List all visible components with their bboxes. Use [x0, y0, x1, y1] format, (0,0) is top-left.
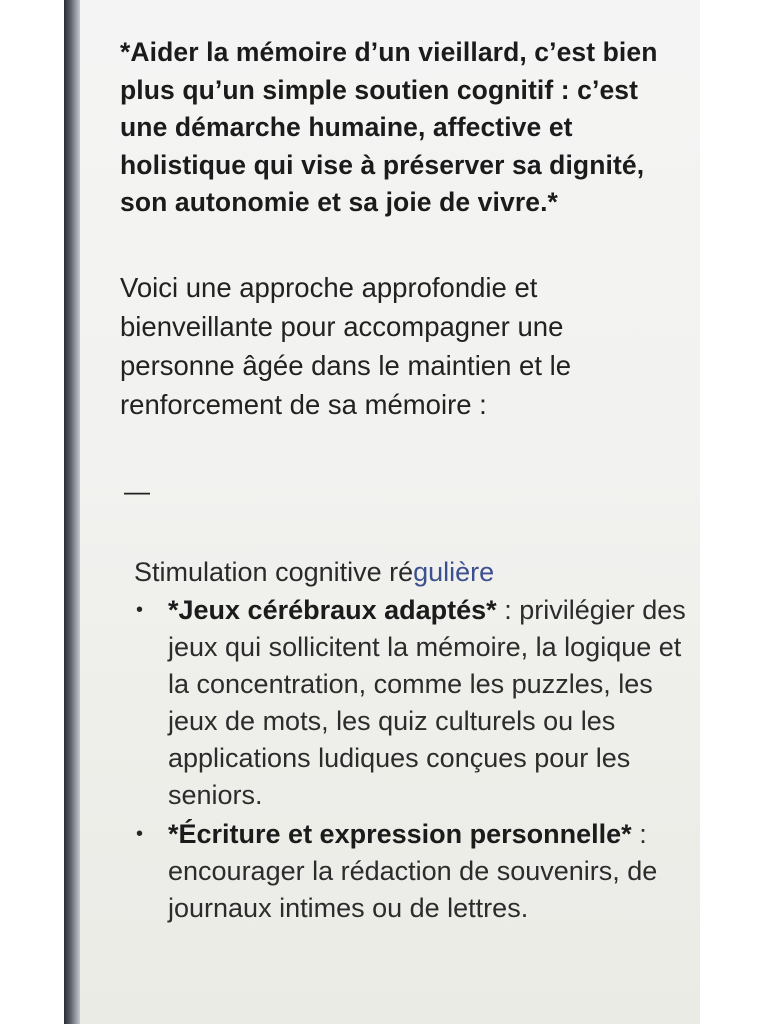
bullet-text: : encourager la rédaction de souvenirs, de journaux intimes ou de lettres. — [168, 818, 658, 923]
list-item — [120, 816, 698, 927]
bullet-text: : privilégier des jeux qui sollicitent la mémoire, la logique et la concentration, comme les puzzles, les jeux de mots, les quiz culturels ou les applications ludiques conçues pour les seniors. — [168, 594, 686, 810]
bullet-title: *Jeux cérébraux adaptés* — [168, 594, 497, 625]
approach-paragraph: Voici une approche approfondie et bienveillante pour accompagner une personne âgée dans le maintien et le renforcement de sa mémoire : — [120, 271, 572, 420]
page-margin — [700, 0, 768, 1024]
section-heading-text: Stimulation cognitive ré — [134, 556, 414, 587]
bullet-marker: • — [136, 822, 144, 845]
section-heading — [134, 554, 700, 590]
bullet-list — [120, 592, 700, 927]
page-edge-shadow — [64, 0, 80, 1024]
bullet-marker: • — [136, 598, 144, 621]
list-item — [120, 592, 698, 814]
separator-dash: — — [124, 475, 150, 506]
bullet-title: *Écriture et expression personnelle* — [168, 818, 632, 849]
intro-paragraph: *Aider la mémoire d’un vieillard, c’est bien plus qu’un simple soutien cognitif : c’est une démarche humaine, affective et holistique qui vise à préserver sa dignité, son autonomie et sa joie de vivre.* — [120, 37, 658, 217]
document-body — [120, 34, 700, 927]
section-heading-highlight: gulière — [413, 556, 495, 587]
